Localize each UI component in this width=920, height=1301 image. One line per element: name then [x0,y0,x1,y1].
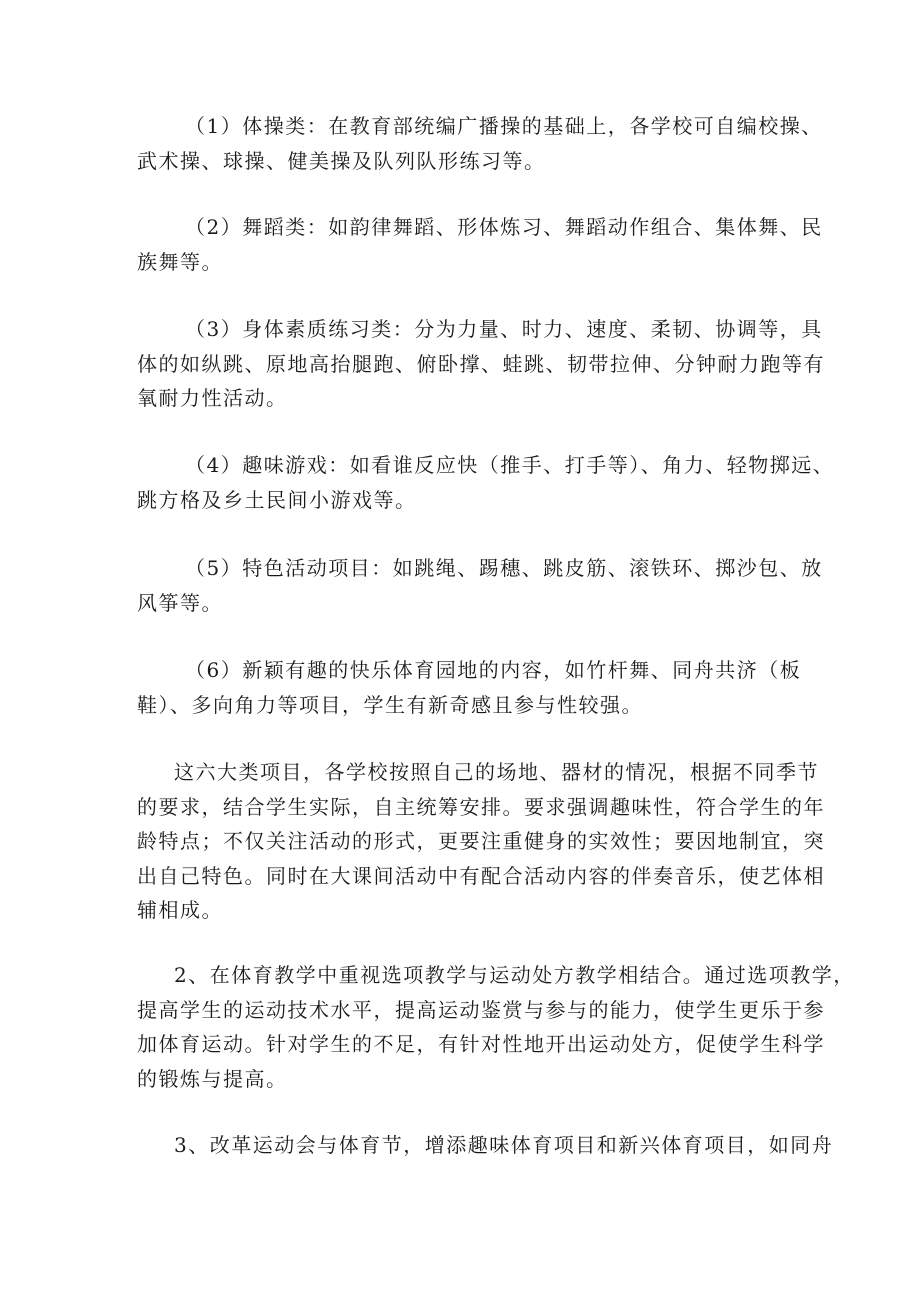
text-line: 3、改革运动会与体育节，增添趣味体育项目和新兴体育项目，如同舟 [174,1133,834,1157]
text-line: 风筝等。 [137,590,223,615]
paragraph-section-2 [137,958,855,1096]
text-line: 出自己特色。同时在大课间活动中有配合活动内容的伴奏音乐，使艺体相 [137,863,825,888]
text-line: 族舞等。 [137,249,223,274]
paragraph-summary [137,755,825,928]
paragraph-gymnastics [137,109,823,178]
text-line: （4）趣味游戏：如看谁反应快（推手、打手等）、角力、轻物掷远、 [185,453,835,477]
text-line: 这六大类项目，各学校按照自己的场地、器材的情况，根据不同季节 [174,760,819,784]
text-line: （2）舞蹈类：如韵律舞蹈、形体炼习、舞蹈动作组合、集体舞、民 [185,215,823,239]
text-line: 加体育运动。针对学生的不足，有针对性地开出运动处方，促使学生科学 [137,1032,825,1056]
paragraph-games [137,448,835,517]
text-line: 鞋）、多向角力等项目，学生有新奇感且参与性较强。 [137,692,643,717]
text-line: 提高学生的运动技术水平，提高运动鉴赏与参与的能力，使学生更乐于参 [137,997,825,1022]
paragraph-section-3 [137,1128,834,1163]
text-line: 的锻炼与提高。 [137,1066,288,1091]
text-line: （5）特色活动项目：如跳绳、踢穗、跳皮筋、滚铁环、掷沙包、放 [185,556,823,580]
text-line: 辅相成。 [137,898,223,922]
text-line: （6）新颖有趣的快乐体育园地的内容，如竹杆舞、同舟共济（板 [185,658,802,682]
paragraph-dance [137,210,823,279]
paragraph-fitness [137,312,825,416]
paragraph-novel-content [137,653,802,722]
text-line: 氧耐力性活动。 [137,386,288,410]
text-line: 武术操、球操、健美操及队列队形练习等。 [137,148,546,173]
text-line: 跳方格及乡土民间小游戏等。 [137,487,417,512]
text-line: （1）体操类：在教育部统编广播操的基础上，各学校可自编校操、 [185,114,823,138]
text-line: （3）身体素质练习类：分为力量、时力、速度、柔韧、协调等，具 [185,317,823,341]
text-line: 体的如纵跳、原地高抬腿跑、俯卧撑、蛙跳、韧带拉伸、分钟耐力跑等有 [137,351,825,376]
text-line: 龄特点；不仅关注活动的形式，更要注重健身的实效性；要因地制宜，突 [137,829,825,853]
text-line: 2、在体育教学中重视选项教学与运动处方教学相结合。通过选项教学， [174,963,855,987]
paragraph-special-activities [137,551,823,620]
text-line: 的要求，结合学生实际，自主统筹安排。要求强调趣味性，符合学生的年 [137,794,825,819]
